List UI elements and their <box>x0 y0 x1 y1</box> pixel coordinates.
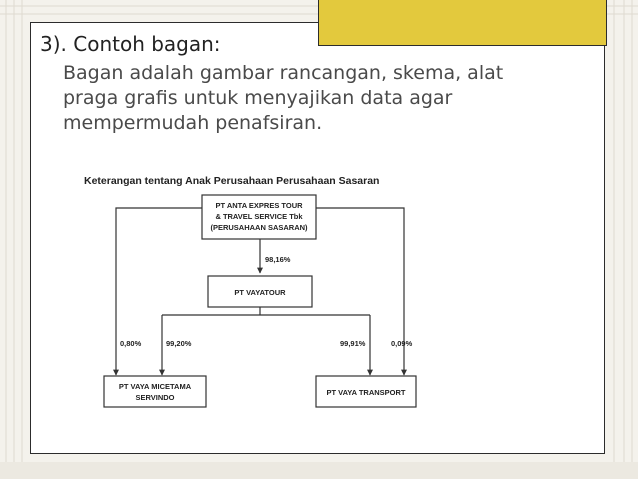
pct-top-right: 0,09% <box>391 339 413 348</box>
box-top-line: PT ANTA EXPRES TOUR <box>215 201 303 210</box>
diagram-title: Keterangan tentang Anak Perusahaan Perusahaan Sasaran <box>84 175 380 187</box>
slide-accent-tab <box>318 0 607 46</box>
pct-top-left: 0,80% <box>120 339 142 348</box>
box-middle-label: PT VAYATOUR <box>234 288 286 297</box>
body-line: Bagan adalah gambar rancangan, skema, alat <box>63 62 504 84</box>
pct-top-middle: 98,16% <box>265 255 291 264</box>
org-chart-diagram <box>60 168 450 418</box>
pct-middle-left: 99,20% <box>166 339 192 348</box>
box-top-line: (PERUSAHAAN SASARAN) <box>210 223 308 232</box>
body-line: mempermudah penafsiran. <box>63 112 323 134</box>
box-bottom-right-label: PT VAYA TRANSPORT <box>326 388 406 397</box>
pct-middle-right: 99,91% <box>340 339 366 348</box>
connector-top-right <box>316 208 404 375</box>
slide-body <box>63 61 583 136</box>
box-top <box>202 195 316 239</box>
box-top-line: & TRAVEL SERVICE Tbk <box>215 212 303 221</box>
slide-bottom-strip <box>0 462 638 479</box>
box-bottom-left <box>104 376 206 407</box>
box-middle <box>208 276 312 307</box>
connector-top-left <box>116 208 202 375</box>
box-bottom-left-line: PT VAYA MICETAMA <box>118 382 192 391</box>
box-bottom-left-line: SERVINDO <box>135 393 175 402</box>
body-line: praga grafis untuk menyajikan data agar <box>63 87 453 109</box>
box-bottom-right <box>316 376 416 407</box>
slide-title: 3). Contoh bagan: <box>40 32 221 56</box>
